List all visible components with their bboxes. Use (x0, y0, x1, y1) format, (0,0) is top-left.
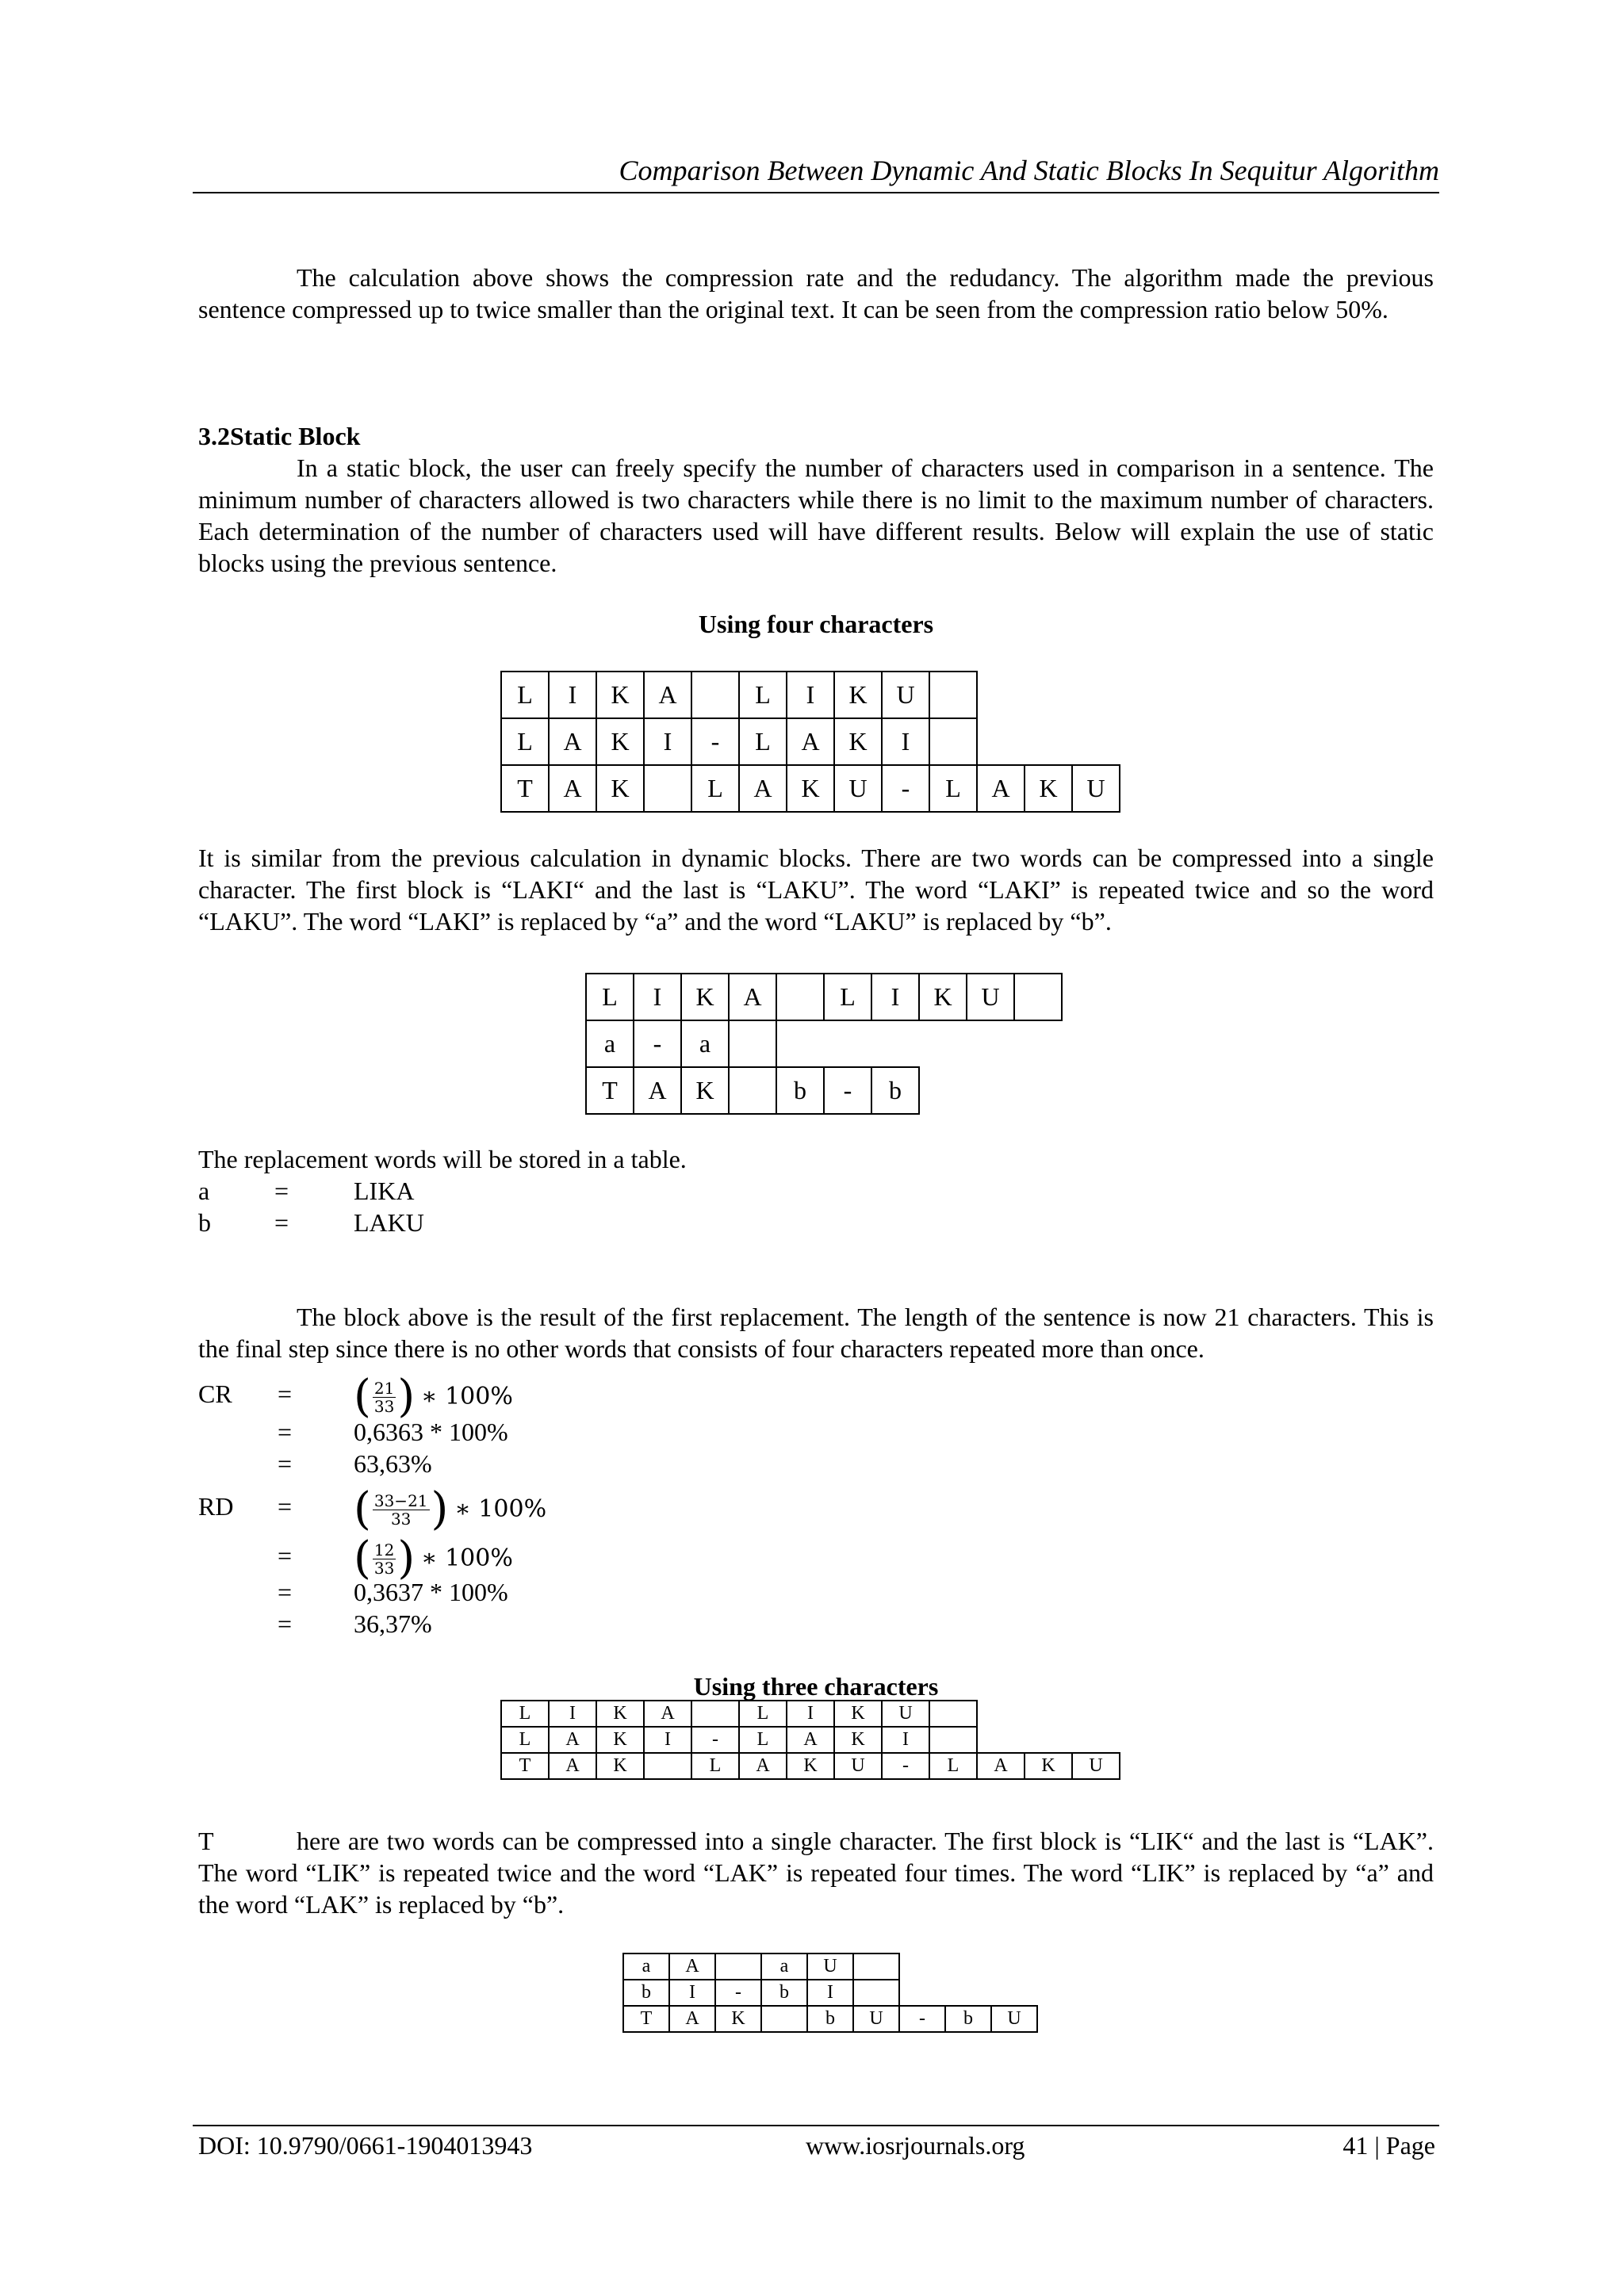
table-cell-blank (977, 1701, 1025, 1727)
table-cell-blank (1072, 718, 1120, 765)
table-cell: A (644, 1701, 691, 1727)
table-cell: L (501, 718, 549, 765)
table-cell: L (691, 1753, 739, 1779)
table-cell: T (501, 1753, 549, 1779)
table-cell: U (807, 1954, 853, 1980)
table-cell: L (739, 672, 787, 718)
table-cell: U (967, 974, 1014, 1020)
table-cell: I (644, 718, 691, 765)
table-cell (853, 1954, 899, 1980)
table-cell: b (871, 1067, 919, 1114)
four-chars-table-replaced (585, 973, 1063, 1115)
table-cell: I (549, 672, 596, 718)
four-chars-text: It is similar from the previous calculation in dynamic blocks. There are two words can be compressed into a single character. The first block is “LAKI“ and the last is “LAKU”. The word “LAKI” is repeated twice and so the word “LAKU”. The word “LAKI” is replaced by “a” and the word “LAKU” is replaced by “b”. (198, 844, 1434, 936)
table-row (501, 1753, 1120, 1779)
table-cell-blank (967, 1020, 1014, 1067)
table-cell (761, 2006, 807, 2032)
table-cell: K (834, 718, 882, 765)
three-chars-table-original (500, 1700, 1120, 1780)
table-cell (929, 1727, 977, 1753)
table-cell: b (776, 1067, 824, 1114)
table-cell-blank (1072, 672, 1120, 718)
table-cell-blank (776, 1020, 824, 1067)
table-cell-blank (945, 1980, 991, 2006)
table-cell-blank (1072, 1727, 1120, 1753)
table-cell: L (739, 1727, 787, 1753)
table-cell (691, 672, 739, 718)
table-cell: K (596, 1701, 644, 1727)
table-cell: K (834, 1701, 882, 1727)
table-cell: L (501, 1727, 549, 1753)
table-row (501, 765, 1120, 812)
running-header: Comparison Between Dynamic And Static Blocks In Sequitur Algorithm (619, 155, 1439, 186)
table-cell: L (739, 1701, 787, 1727)
table-row (586, 1020, 1062, 1067)
table-cell-blank (1014, 1067, 1062, 1114)
section-paragraph: In a static block, the user can freely specify the number of characters used in comparison in a sentence. The minimum number of characters allowed is two characters while there is no limit to the maximum number of characters. Each determination of the number of characters used will have different results. Below will explain the use of static blocks using the previous sentence. (198, 453, 1434, 577)
section-heading: 3.2Static Block (198, 422, 361, 450)
table-cell (929, 1701, 977, 1727)
table-cell: A (549, 1753, 596, 1779)
table-row (586, 974, 1062, 1020)
rd-line-3: = 0,3637 * 100% (278, 1578, 508, 1606)
table-row (501, 718, 1120, 765)
three-chars-paragraph (198, 1825, 1434, 1920)
table-row (586, 1067, 1062, 1114)
rd-fraction-2: ( 12 33 ) ∗ 100% (354, 1533, 513, 1584)
table-cell: A (787, 718, 834, 765)
table-cell: K (596, 672, 644, 718)
four-chars-paragraph (198, 842, 1434, 937)
table-cell: K (596, 1753, 644, 1779)
table-cell: A (729, 974, 776, 1020)
table-cell: K (681, 974, 729, 1020)
table-cell: - (899, 2006, 945, 2032)
table-cell: - (715, 1980, 761, 2006)
table-cell: U (1072, 1753, 1120, 1779)
table-cell: K (715, 2006, 761, 2032)
table-row (501, 672, 1120, 718)
table-cell: I (807, 1980, 853, 2006)
table-cell: I (634, 974, 681, 1020)
table-cell: T (586, 1067, 634, 1114)
cr-label: CR (198, 1380, 232, 1409)
footer-page-number: 41 | Page (1342, 2131, 1435, 2160)
table-cell-blank (1072, 1701, 1120, 1727)
table-cell (853, 1980, 899, 2006)
table-row (623, 1954, 1037, 1980)
table-cell-blank (945, 1954, 991, 1980)
table-cell: I (882, 718, 929, 765)
table-cell (776, 974, 824, 1020)
table-cell: L (929, 1753, 977, 1779)
table-cell-blank (824, 1020, 871, 1067)
footer-doi: DOI: 10.9790/0661-1904013943 (198, 2131, 533, 2160)
table-cell: - (882, 765, 929, 812)
table-row (501, 1701, 1120, 1727)
table-cell: b (807, 2006, 853, 2032)
three-chars-table-replaced (622, 1953, 1038, 2033)
table-cell: U (1072, 765, 1120, 812)
table-cell-blank (977, 1727, 1025, 1753)
table-cell-blank (977, 672, 1025, 718)
table-cell: - (691, 718, 739, 765)
table-cell: - (882, 1753, 929, 1779)
table-cell: - (824, 1067, 871, 1114)
three-chars-title: Using three characters (693, 1672, 939, 1701)
table-cell: L (501, 672, 549, 718)
table-cell-blank (991, 1980, 1037, 2006)
table-cell: T (623, 2006, 669, 2032)
table-cell (691, 1701, 739, 1727)
table-cell: I (882, 1727, 929, 1753)
table-row (623, 1980, 1037, 2006)
table-row (501, 1727, 1120, 1753)
table-cell-blank (899, 1954, 945, 1980)
table-cell-blank (1025, 672, 1072, 718)
rd-label: RD (198, 1492, 234, 1521)
header-divider (193, 192, 1439, 193)
result-text: The block above is the result of the first replacement. The length of the sentence is now 21 characters. This is the final step since there is no other words that consists of four characters repeated more than once. (198, 1303, 1434, 1363)
table-cell: U (882, 1701, 929, 1727)
table-cell-blank (871, 1020, 919, 1067)
table-cell: K (834, 672, 882, 718)
table-cell: K (596, 1727, 644, 1753)
table-cell-blank (967, 1067, 1014, 1114)
table-cell (729, 1067, 776, 1114)
rd-fraction-1: ( 33−21 33 ) ∗ 100% (354, 1483, 547, 1535)
table-cell: I (787, 672, 834, 718)
table-cell (929, 672, 977, 718)
table-cell-blank (1025, 1727, 1072, 1753)
table-cell: U (853, 2006, 899, 2032)
result-paragraph (198, 1301, 1434, 1364)
table-cell: L (824, 974, 871, 1020)
table-cell: K (1025, 1753, 1072, 1779)
table-cell: U (834, 1753, 882, 1779)
table-cell: A (787, 1727, 834, 1753)
table-cell: A (739, 1753, 787, 1779)
table-cell: L (691, 765, 739, 812)
table-cell: A (669, 1954, 715, 1980)
table-cell: A (634, 1067, 681, 1114)
intro-paragraph (198, 262, 1434, 325)
cr-line-3: = 63,63% (278, 1449, 432, 1478)
table-cell: K (681, 1067, 729, 1114)
table-cell: T (501, 765, 549, 812)
table-cell (644, 1753, 691, 1779)
table-cell-blank (899, 1980, 945, 2006)
table-cell: b (761, 1980, 807, 2006)
table-cell: b (623, 1980, 669, 2006)
table-cell (1014, 974, 1062, 1020)
table-cell: I (787, 1701, 834, 1727)
table-cell: A (669, 2006, 715, 2032)
table-cell: b (945, 2006, 991, 2032)
table-cell: I (644, 1727, 691, 1753)
table-cell: a (623, 1954, 669, 1980)
table-cell: A (549, 1727, 596, 1753)
rd-line-4: = 36,37% (278, 1609, 432, 1638)
four-chars-table-original (500, 671, 1120, 813)
table-cell: - (691, 1727, 739, 1753)
table-cell-blank (991, 1954, 1037, 1980)
table-cell: - (634, 1020, 681, 1067)
table-cell-blank (1025, 718, 1072, 765)
table-cell: a (761, 1954, 807, 1980)
table-cell (644, 765, 691, 812)
table-cell: U (991, 2006, 1037, 2032)
table-cell (929, 718, 977, 765)
table-cell: I (549, 1701, 596, 1727)
table-cell: K (596, 765, 644, 812)
table-cell: L (586, 974, 634, 1020)
table-cell: L (929, 765, 977, 812)
table-cell (729, 1020, 776, 1067)
table-cell: I (669, 1980, 715, 2006)
table-cell: K (1025, 765, 1072, 812)
storage-note-text: The replacement words will be stored in a table. (198, 1145, 687, 1173)
table-cell-blank (919, 1020, 967, 1067)
table-cell: U (834, 765, 882, 812)
table-cell-blank (977, 718, 1025, 765)
cr-line-2: = 0,6363 * 100% (278, 1418, 508, 1446)
table-cell: A (977, 1753, 1025, 1779)
table-cell: L (739, 718, 787, 765)
table-cell: A (549, 718, 596, 765)
table-cell: K (596, 718, 644, 765)
table-cell (715, 1954, 761, 1980)
intro-text: The calculation above shows the compression rate and the redudancy. The algorithm made the previous sentence compressed up to twice smaller than the original text. It can be seen from the compression ratio below 50%. (198, 263, 1434, 323)
table-cell: A (644, 672, 691, 718)
table-cell: K (834, 1727, 882, 1753)
table-cell: A (739, 765, 787, 812)
replacement-a: a = LIKA (198, 1177, 415, 1205)
table-cell: K (787, 1753, 834, 1779)
table-cell: A (549, 765, 596, 812)
three-chars-text: T here are two words can be compressed into a single character. The first block is “LIK“ and the last is “LAK”. The word “LIK” is repeated twice and the word “LAK” is repeated four times. The word “LIK” is replaced by “a” and the word “LAK” is replaced by “b”. (198, 1827, 1434, 1919)
table-cell: a (586, 1020, 634, 1067)
table-cell: K (787, 765, 834, 812)
table-cell: U (882, 672, 929, 718)
table-cell: K (919, 974, 967, 1020)
table-cell: I (871, 974, 919, 1020)
cr-line-1: CR = ( 21 33 ) ∗ 100% (198, 1371, 513, 1422)
table-cell: L (501, 1701, 549, 1727)
table-cell: a (681, 1020, 729, 1067)
footer-website: www.iosrjournals.org (806, 2131, 1025, 2160)
rd-line-1: RD = ( 33−21 33 ) ∗ 100% (198, 1483, 547, 1535)
footer-divider (193, 2125, 1439, 2126)
table-cell-blank (919, 1067, 967, 1114)
storage-note (198, 1143, 1434, 1175)
cr-fraction: ( 21 33 ) ∗ 100% (354, 1371, 513, 1422)
table-cell-blank (1014, 1020, 1062, 1067)
table-row (623, 2006, 1037, 2032)
rd-line-2: = ( 12 33 ) ∗ 100% (278, 1533, 513, 1584)
table-cell: A (977, 765, 1025, 812)
replacement-b: b = LAKU (198, 1208, 424, 1237)
section-static-block (198, 420, 1434, 579)
table-cell-blank (1025, 1701, 1072, 1727)
four-chars-title: Using four characters (698, 610, 934, 638)
